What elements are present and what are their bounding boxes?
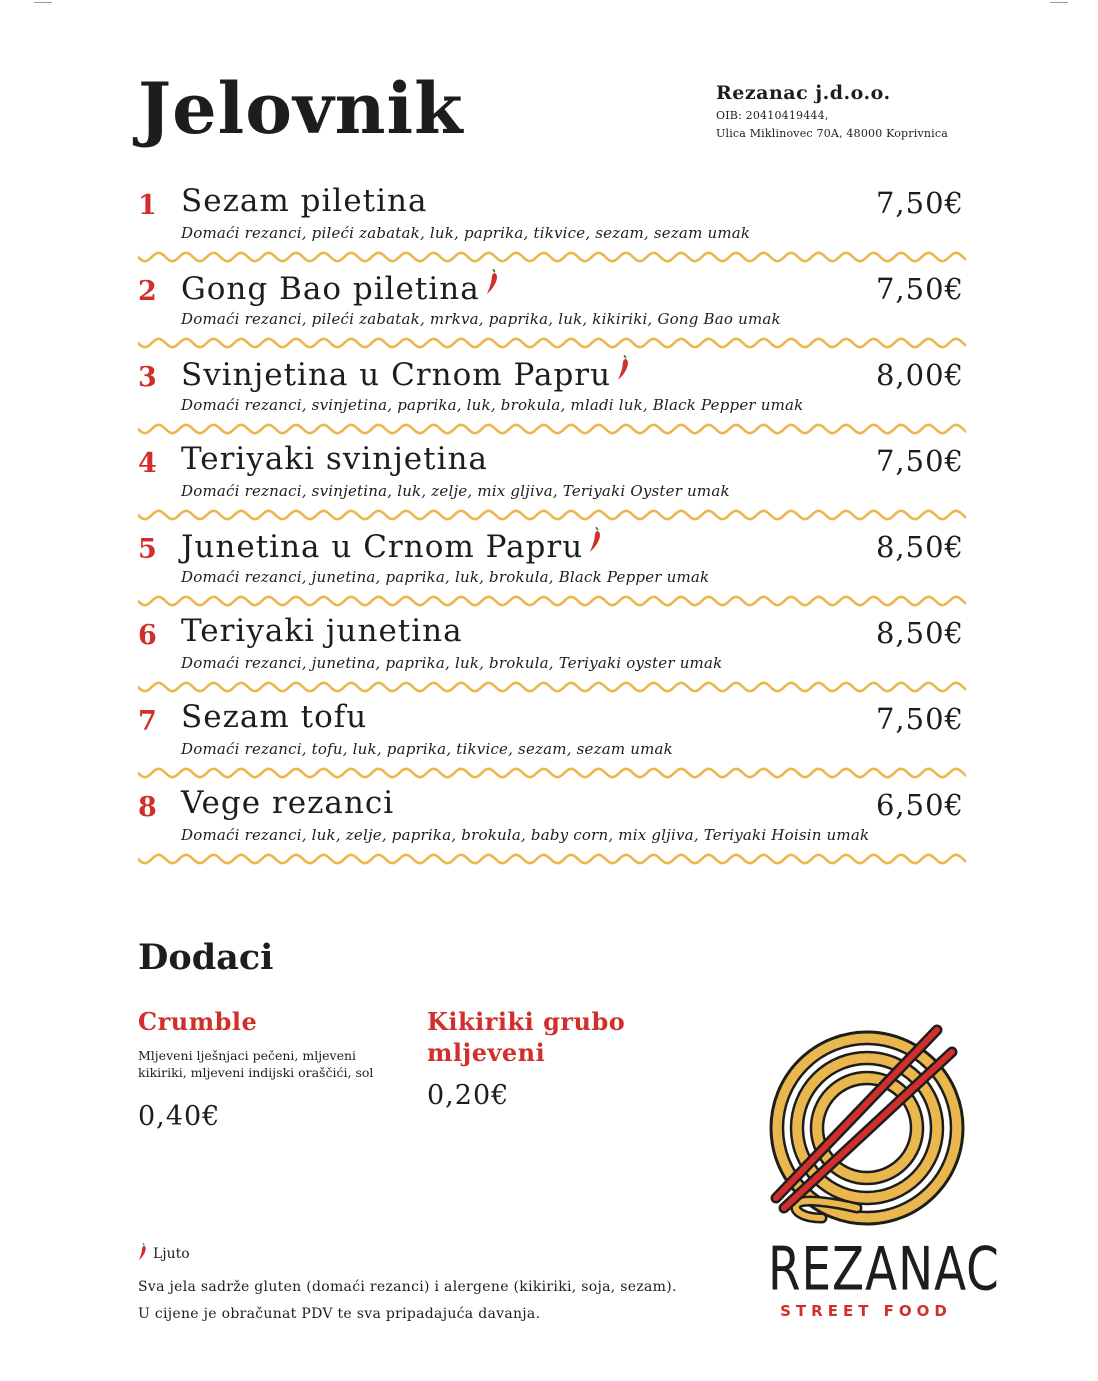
item-description: Domaći rezanci, pileći zabatak, mrkva, paprika, luk, kikiriki, Gong Bao umak	[181, 310, 781, 328]
allergen-note: Sva jela sadrže gluten (domaći rezanci) i alergene (kikiriki, soja, sezam).	[138, 1279, 677, 1295]
chili-pepper-icon	[138, 1243, 148, 1261]
menu-list	[138, 180, 966, 868]
item-name: Junetina u Crnom Papru	[181, 527, 603, 565]
crop-mark-right	[1050, 2, 1068, 3]
noodle-divider	[138, 508, 966, 522]
crop-mark-left	[34, 2, 52, 3]
item-description: Domaći rezanci, pileći zabatak, luk, paprika, tikvice, sezam, sezam umak	[181, 224, 751, 242]
item-name: Sezam piletina	[181, 183, 428, 219]
item-number: 6	[138, 620, 157, 651]
addon-name-line-1: Kikiriki grubo	[427, 1007, 626, 1036]
item-description: Domaći reznaci, svinjetina, luk, zelje, mix gljiva, Teriyaki Oyster umak	[181, 482, 730, 500]
brand-tagline: STREET FOOD	[780, 1302, 952, 1320]
item-number: 3	[138, 362, 157, 393]
item-description: Domaći rezanci, tofu, luk, paprika, tikvice, sezam, sezam umak	[181, 740, 673, 758]
addons-title: Dodaci	[138, 937, 274, 978]
menu-item	[138, 352, 966, 438]
item-name: Teriyaki junetina	[181, 613, 463, 649]
item-name: Teriyaki svinjetina	[181, 441, 488, 477]
item-name: Vege rezanci	[181, 785, 395, 821]
item-description: Domaći rezanci, junetina, paprika, luk, brokula, Black Pepper umak	[181, 568, 710, 586]
legend-label: Ljuto	[153, 1246, 190, 1262]
item-number: 7	[138, 706, 157, 737]
item-description: Domaći rezanci, junetina, paprika, luk, brokula, Teriyaki oyster umak	[181, 654, 723, 672]
item-name: Sezam tofu	[181, 699, 368, 735]
noodle-divider	[138, 852, 966, 866]
addon-description: Mljeveni lješnjaci pečeni, mljeveni kikiriki, mljeveni indijski oraščići, sol	[138, 1048, 374, 1080]
addon-name-line-2: mljeveni	[427, 1038, 546, 1067]
noodle-divider	[138, 680, 966, 694]
company-oib: OIB: 20410419444,	[716, 109, 829, 122]
menu-item	[138, 180, 966, 266]
menu-item	[138, 696, 966, 782]
item-price: 7,50€	[875, 272, 964, 306]
tax-note: U cijene je obračunat PDV te sva pripadajuća davanja.	[138, 1306, 541, 1322]
noodle-divider	[138, 336, 966, 350]
menu-item	[138, 438, 966, 524]
addon-price: 0,40€	[138, 1101, 221, 1132]
menu-item	[138, 610, 966, 696]
company-address: Ulica Miklinovec 70A, 48000 Koprivnica	[716, 127, 949, 140]
item-price: 7,50€	[875, 444, 964, 478]
noodle-bowl-chopsticks-logo	[762, 1018, 972, 1238]
menu-item	[138, 524, 966, 610]
chili-pepper-icon	[617, 355, 631, 381]
brand-name: REZANAC	[768, 1235, 1000, 1305]
noodle-divider	[138, 422, 966, 436]
item-price: 7,50€	[875, 186, 964, 220]
chili-pepper-icon	[589, 527, 603, 553]
addon-kikiriki	[427, 1006, 677, 1111]
item-number: 4	[138, 448, 157, 479]
item-description: Domaći rezanci, luk, zelje, paprika, brokula, baby corn, mix gljiva, Teriyaki Hoisin umak	[181, 826, 870, 844]
menu-item	[138, 266, 966, 352]
item-price: 7,50€	[875, 702, 964, 736]
noodle-divider	[138, 766, 966, 780]
item-number: 5	[138, 534, 157, 565]
noodle-divider	[138, 250, 966, 264]
company-info	[716, 82, 948, 140]
chili-pepper-icon	[486, 269, 500, 295]
item-price: 8,50€	[875, 530, 964, 564]
addon-crumble	[138, 1006, 388, 1132]
item-number: 8	[138, 792, 157, 823]
noodle-divider	[138, 594, 966, 608]
addon-price: 0,20€	[427, 1080, 510, 1111]
company-name: Rezanac j.d.o.o.	[716, 82, 891, 104]
menu-item	[138, 782, 966, 868]
item-name: Svinjetina u Crnom Papru	[181, 355, 631, 393]
item-price: 8,00€	[875, 358, 964, 392]
item-number: 1	[138, 190, 157, 221]
item-name: Gong Bao piletina	[181, 269, 500, 307]
item-number: 2	[138, 276, 157, 307]
addon-name: Crumble	[138, 1007, 258, 1036]
page-title: Jelovnik	[138, 67, 464, 150]
item-description: Domaći rezanci, svinjetina, paprika, luk, brokula, mladi luk, Black Pepper umak	[181, 396, 804, 414]
item-price: 8,50€	[875, 616, 964, 650]
spicy-legend	[138, 1243, 190, 1262]
item-price: 6,50€	[875, 788, 964, 822]
